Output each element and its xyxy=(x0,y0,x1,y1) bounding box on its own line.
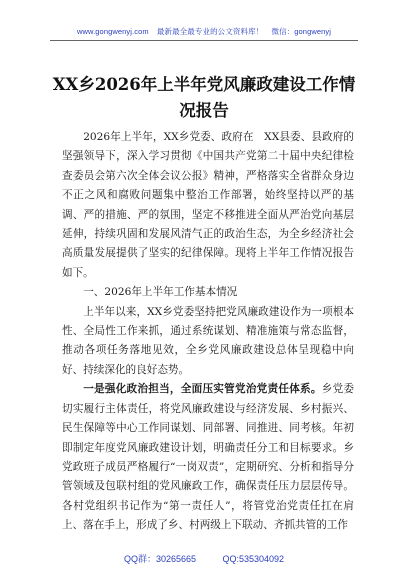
header-slogan: 最新最全最专业的公文资料库！ xyxy=(156,27,264,36)
paragraph-intro: 2026年上半年，XX乡党委、政府在 XX县委、县政府的坚强领导下，深入学习贯彻《中国共产党第二十届中央纪律检查委员会第六次全体会议公报》精神，严格落实全省群众身边不正之风和腐败问题集中整治工作部署，始终坚持以严的基调、严的措施、严的氛围，坚定不移推进全面从严治党向基层延伸，持续巩固和发展风清气正的政治生态，为全乡经济社会高质量发展提供了坚实的纪律保障。现将上半年工作情况报告如下。 xyxy=(62,131,354,279)
page-footer xyxy=(0,552,408,565)
paragraph-point-one xyxy=(62,380,354,535)
page-header xyxy=(0,26,408,37)
footer-qq: QQ:535304092 xyxy=(222,554,285,564)
footer-qq-group: QQ群：30265665 xyxy=(123,554,196,564)
header-site-link[interactable]: www.gongwenyj.com xyxy=(76,27,149,36)
document-title: XX乡2026年上半年党风廉政建设工作情况报告 xyxy=(52,75,356,120)
section-heading: 一、2026年上半年工作基本情况 xyxy=(83,286,238,299)
header-divider xyxy=(50,40,358,41)
document-body xyxy=(62,128,354,536)
point-one-lead: 一是强化政治担当，全面压实管党治党责任体系。 xyxy=(83,383,322,396)
point-one-text: 乡党委切实履行主体责任，将党风廉政建设与经济发展、乡村振兴、民生保障等中心工作同谋划、同部署、同推进、同考核。年初即制定年度党风廉政建设计划，明确责任分工和目标要求。乡党政班子成员严格履行“一岗双责”，定期研究、分析和指导分管领域及包联村组的党风廉政工作，确保责任压力层层传导。各村党组织书记作为“第一责任人”，将管党治党责任扛在肩上、落在手上，形成了乡、村两级上下联动、齐抓共管的工作 xyxy=(62,383,355,532)
paragraph-overview: 上半年以来，XX乡党委坚持把党风廉政建设作为一项根本性、全局性工作来抓，通过系统谋划、精准施策与常态监督，推动各项任务落地见效，全乡党风廉政建设总体呈现稳中向好、持续深化的良好态势。 xyxy=(62,305,354,376)
header-wechat: 微信：gongwenyj xyxy=(271,27,332,36)
